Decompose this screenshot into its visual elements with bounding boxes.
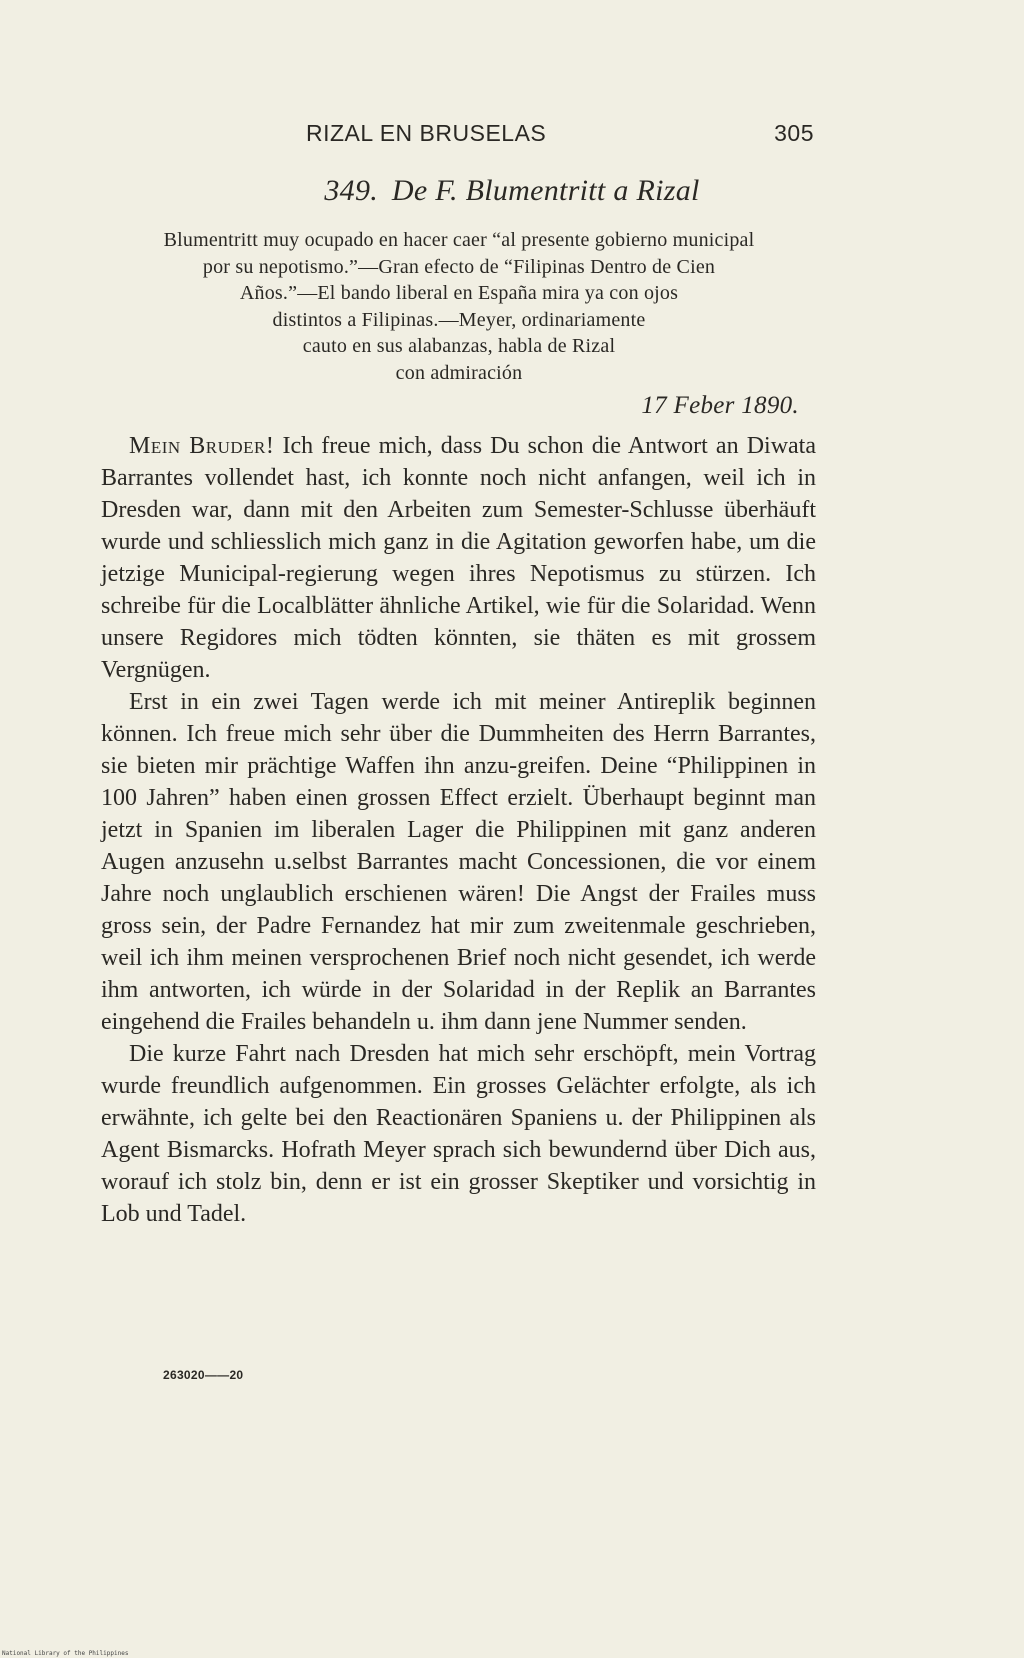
running-title: RIZAL EN BRUSELAS	[306, 120, 547, 146]
summary-line: con admiración	[395, 361, 523, 384]
running-head	[306, 120, 814, 154]
summary-line: Blumentritt muy ocupado en hacer caer “al presente gobierno municipal	[163, 229, 755, 251]
printer-signature-mark: 263020——20	[163, 1368, 244, 1382]
summary-line: distintos a Filipinas.—Meyer, ordinariamente	[272, 308, 646, 331]
letter-number: 349.	[324, 174, 379, 207]
body-paragraph: Die kurze Fahrt nach Dresden hat mich sehr erschöpft, mein Vortrag wurde freundlich aufgenommen. Ein grosses Gelächter erfolgte, als ich erwähnte, ich gelte bei den Reactionären Spaniens u. der Philippinen als Agent Bismarcks. Hofrath Meyer sprach sich bewundernd über Dich aus, worauf ich stolz bin, denn er ist ein grosser Skeptiker und vorsichtig in Lob und Tadel.	[101, 1041, 816, 1227]
letter-date: 17 Feber 1890.	[641, 392, 799, 419]
body-paragraph: Erst in ein zwei Tagen werde ich mit meiner Antireplik beginnen können. Ich freue mich sehr über die Dummheiten des Herrn Barrantes, sie bieten mir prächtige Waffen ihn anzu-greifen. Deine “Philippinen in 100 Jahren” haben einen grossen Effect erzielt. Überhaupt beginnt man jetzt in Spanien im liberalen Lager die Philippinen mit ganz anderen Augen anzusehn u.selbst Barrantes macht Concessionen, die vor einem Jahre noch unglaublich erschienen wären! Die Angst der Frailes muss gross sein, der Padre Fernandez hat mir zum zweitenmale geschrieben, weil ich ihm meinen versprochenen Brief noch nicht gesendet, ich werde ihm antworten, ich würde in der Solaridad in der Replik an Barrantes eingehend die Frailes behandeln u. ihm dann jene Nummer senden.	[101, 689, 816, 1035]
letter-summary	[98, 227, 820, 386]
summary-line: cauto en sus alabanzas, habla de Rizal	[302, 335, 616, 357]
letter-title: De F. Blumentritt a Rizal	[391, 174, 700, 207]
page-number: 305	[774, 120, 814, 146]
letter-heading	[0, 174, 1024, 208]
library-credit: National Library of the Philippines	[2, 1650, 129, 1657]
summary-line: por su nepotismo.”—Gran efecto de “Filipinas Dentro de Cien	[202, 255, 716, 278]
paragraph-text: Ich freue mich, dass Du schon die Antwort an Diwata Barrantes vollendet hast, ich konnte noch nicht anfangen, weil ich in Dresden war, dann mit den Arbeiten zum Semester-Schlusse überhäuft wurde und schliesslich mich ganz in die Agitation geworfen habe, um die jetzige Municipal-regierung wegen ihres Nepotismus zu stürzen. Ich schreibe für die Localblätter ähnliche Artikel, wie für die Solaridad. Wenn unsere Regidores mich tödten könnten, sie thäten es mit grossem Vergnügen.	[101, 433, 816, 683]
salutation: Mein Bruder!	[129, 433, 275, 459]
body-paragraph	[101, 430, 816, 686]
summary-line: Años.”—El bando liberal en España mira ya con ojos	[239, 282, 679, 304]
letter-body	[101, 430, 816, 1230]
